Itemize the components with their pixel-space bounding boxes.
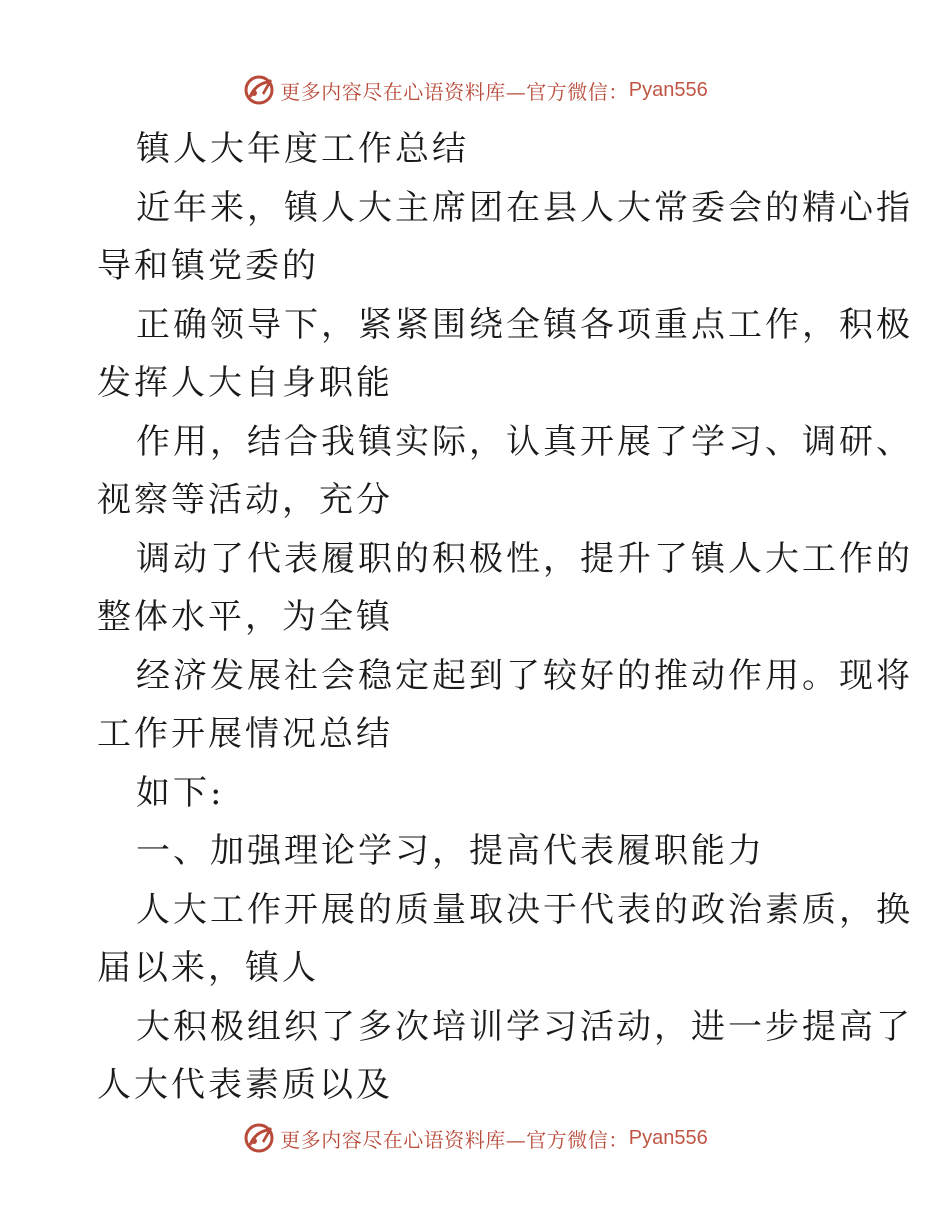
pen-swirl-logo-icon [242, 1121, 276, 1155]
document-body [97, 120, 913, 1115]
paragraph-line: 作用，结合我镇实际，认真开展了学习、调研、 [136, 421, 913, 462]
paragraph-line: 届以来，镇人 [97, 948, 319, 988]
section-heading: 一、加强理论学习，提高代表履职能力 [136, 831, 765, 871]
paragraph-line: 近年来，镇人大主席团在县人大常委会的精心指 [136, 187, 913, 228]
paragraph-line: 大积极组织了多次培训学习活动，进一步提高了 [136, 1006, 913, 1047]
paragraph-line: 如下: [136, 772, 225, 813]
paragraph-line: 正确领导下，紧紧围绕全镇各项重点工作，积极 [136, 304, 913, 345]
paragraph-line: 调动了代表履职的积极性，提升了镇人大工作的 [136, 538, 913, 579]
paragraph-line: 工作开展情况总结 [97, 714, 393, 754]
document-title: 镇人大年度工作总结 [136, 129, 469, 169]
paragraph-line: 人大工作开展的质量取决于代表的政治素质，换 [136, 889, 913, 930]
banner-wechat-id: Pyan556 [628, 78, 708, 101]
paragraph-line: 导和镇党委的 [97, 246, 319, 286]
paragraph-line: 发挥人大自身职能 [97, 363, 393, 403]
footer-banner [0, 1118, 950, 1158]
paragraph-line: 视察等活动，充分 [97, 480, 393, 520]
paragraph-line: 经济发展社会稳定起到了较好的推动作用。现将 [136, 655, 913, 696]
paragraph-line: 人大代表素质以及 [97, 1065, 393, 1105]
banner-wechat-id: Pyan556 [628, 1126, 708, 1149]
paragraph-line: 整体水平，为全镇 [97, 597, 393, 637]
header-banner [0, 70, 950, 110]
banner-text: 更多内容尽在心语资料库—官方微信： [280, 1127, 629, 1152]
banner-text: 更多内容尽在心语资料库—官方微信： [280, 79, 629, 104]
pen-swirl-logo-icon [242, 73, 276, 107]
